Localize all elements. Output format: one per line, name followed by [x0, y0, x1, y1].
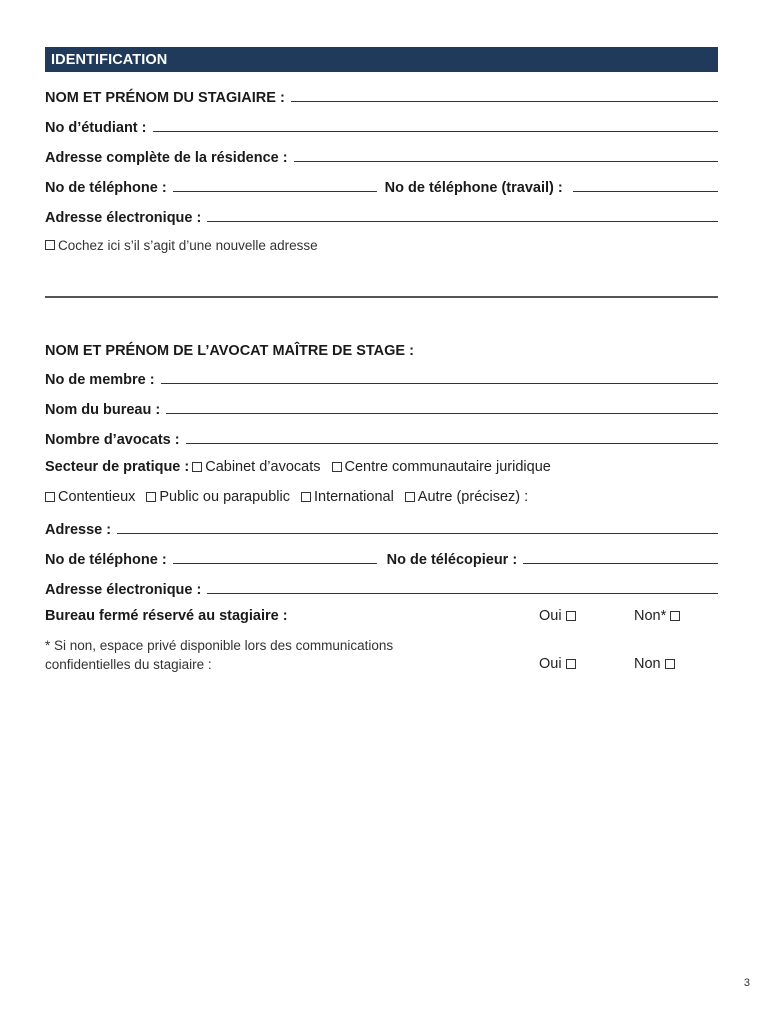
office-name-field[interactable]: [166, 413, 718, 414]
student-number-row: [45, 114, 718, 136]
private-space-no-checkbox[interactable]: [665, 659, 675, 669]
office-phone-label: No de téléphone :: [45, 552, 167, 568]
sector-checkbox-contentieux[interactable]: [45, 492, 55, 502]
office-address-field[interactable]: [117, 533, 718, 534]
sector-checkbox-cabinet[interactable]: [192, 462, 202, 472]
private-space-yes-label: Oui: [539, 656, 562, 672]
stagiaire-email-field[interactable]: [207, 221, 718, 222]
sector-checkbox-centre[interactable]: [332, 462, 342, 472]
closed-office-no-checkbox[interactable]: [670, 611, 680, 621]
office-email-label: Adresse électronique :: [45, 582, 202, 598]
office-phone-field[interactable]: [173, 563, 377, 564]
section-divider: [45, 296, 718, 298]
stagiaire-name-row: [45, 84, 718, 106]
sector-option-autre-label: Autre (précisez) :: [417, 489, 529, 505]
office-phone-row: [45, 546, 718, 568]
section-header-identification: IDENTIFICATION: [45, 47, 718, 72]
sector-option-public-label: Public ou parapublic: [159, 489, 290, 505]
private-space-note: [45, 636, 525, 674]
page-number: 3: [743, 977, 750, 989]
stagiaire-work-phone-label: No de téléphone (travail) :: [384, 180, 563, 196]
sector-option-public[interactable]: [146, 489, 290, 505]
closed-office-yes[interactable]: [539, 608, 634, 624]
private-space-yes-checkbox[interactable]: [566, 659, 576, 669]
closed-office-row: [45, 605, 718, 627]
sector-option-cabinet[interactable]: [192, 459, 320, 475]
member-number-row: [45, 366, 718, 388]
office-email-row: [45, 576, 718, 598]
sector-option-cabinet-label: Cabinet d’avocats: [205, 459, 321, 475]
office-email-field[interactable]: [207, 593, 718, 594]
sector-checkbox-public[interactable]: [146, 492, 156, 502]
residence-address-row: [45, 144, 718, 166]
office-name-label: Nom du bureau :: [45, 402, 161, 418]
private-space-note-line2: confidentielles du stagiaire :: [45, 657, 212, 672]
new-address-label: Cochez ici s’il s’agit d’une nouvelle adresse: [58, 237, 318, 253]
sector-option-autre[interactable]: [405, 489, 528, 505]
practice-sector-label: Secteur de pratique :: [45, 459, 190, 475]
private-space-no[interactable]: [634, 656, 678, 672]
sector-option-contentieux-label: Contentieux: [58, 489, 136, 505]
closed-office-no-label: Non*: [634, 608, 667, 624]
office-address-label: Adresse :: [45, 522, 112, 538]
new-address-row: [45, 234, 718, 256]
stagiaire-phone-row: [45, 174, 718, 196]
closed-office-yes-checkbox[interactable]: [566, 611, 576, 621]
stagiaire-email-label: Adresse électronique :: [45, 210, 202, 226]
lawyer-name-label: NOM ET PRÉNOM DE L’AVOCAT MAÎTRE DE STAGE :: [45, 343, 414, 359]
closed-office-label: Bureau fermé réservé au stagiaire :: [45, 608, 288, 624]
stagiaire-email-row: [45, 204, 718, 226]
sector-option-international-label: International: [313, 489, 394, 505]
stagiaire-phone-field[interactable]: [173, 191, 377, 192]
closed-office-yes-label: Oui: [539, 608, 562, 624]
private-space-note-line1: * Si non, espace privé disponible lors des communications: [45, 638, 394, 653]
sector-checkbox-autre[interactable]: [405, 492, 415, 502]
residence-address-field[interactable]: [294, 161, 718, 162]
member-number-label: No de membre :: [45, 372, 155, 388]
student-number-label: No d’étudiant :: [45, 120, 147, 136]
sector-option-centre-label: Centre communautaire juridique: [344, 459, 551, 475]
sector-checkbox-international[interactable]: [301, 492, 311, 502]
private-space-no-label: Non: [634, 656, 661, 672]
closed-office-no[interactable]: [634, 608, 683, 624]
lawyer-name-row: [45, 337, 718, 359]
sector-option-centre[interactable]: [332, 459, 551, 475]
stagiaire-name-label: NOM ET PRÉNOM DU STAGIAIRE :: [45, 90, 285, 106]
practice-sector-row-2: [45, 486, 718, 508]
office-name-row: [45, 396, 718, 418]
practice-sector-row: [45, 456, 718, 478]
private-space-yes[interactable]: [539, 656, 634, 672]
office-fax-label: No de télécopieur :: [386, 552, 518, 568]
office-address-row: [45, 516, 718, 538]
sector-option-contentieux[interactable]: [45, 489, 135, 505]
lawyer-count-label: Nombre d’avocats :: [45, 432, 180, 448]
lawyer-count-field[interactable]: [186, 443, 718, 444]
private-space-answers: [539, 653, 718, 675]
residence-address-label: Adresse complète de la résidence :: [45, 150, 288, 166]
student-number-field[interactable]: [153, 131, 719, 132]
stagiaire-work-phone-field[interactable]: [573, 191, 718, 192]
office-fax-field[interactable]: [523, 563, 718, 564]
new-address-checkbox[interactable]: [45, 240, 55, 250]
stagiaire-phone-label: No de téléphone :: [45, 180, 167, 196]
member-number-field[interactable]: [161, 383, 718, 384]
sector-option-international[interactable]: [301, 489, 394, 505]
lawyer-count-row: [45, 426, 718, 448]
stagiaire-name-field[interactable]: [291, 101, 718, 102]
